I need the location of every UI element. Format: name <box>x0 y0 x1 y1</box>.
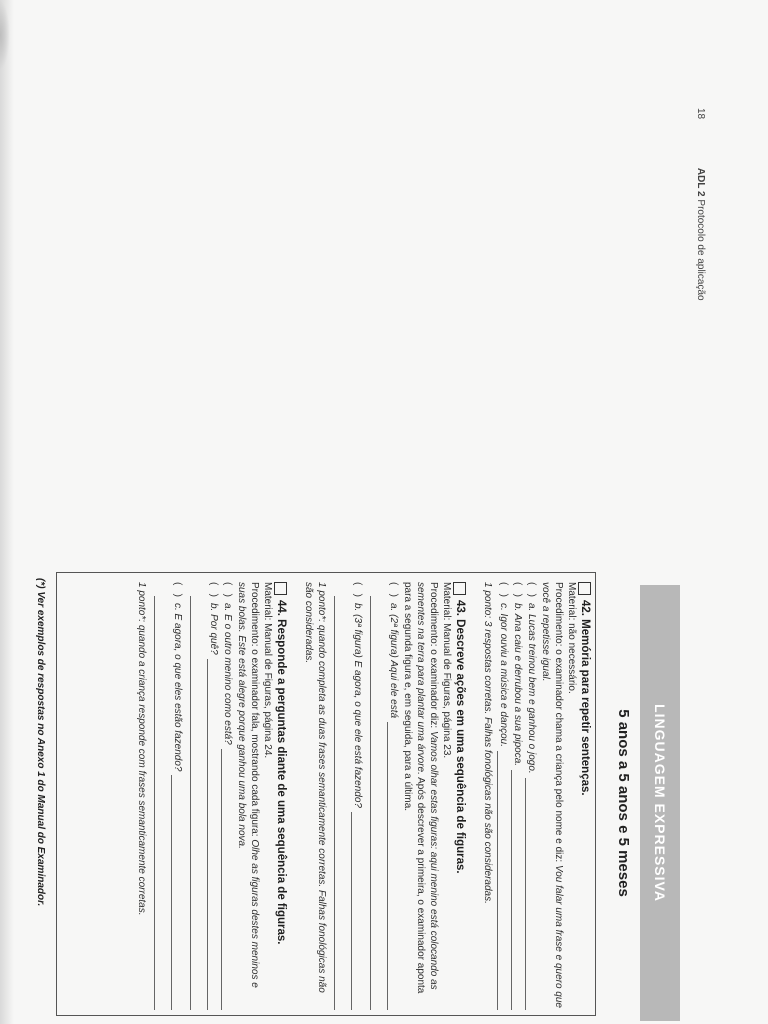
footnote: (*) Ver exemplos de respostas no Anexo 1 do Manual do Examinador. <box>35 578 46 907</box>
item-43-option-b-mark[interactable]: ( ) <box>352 582 363 597</box>
item-42-header <box>578 582 592 1010</box>
item-43-header <box>453 582 467 1010</box>
item-42-option-a-mark[interactable]: ( ) <box>526 582 537 597</box>
running-head <box>695 108 706 301</box>
item-43-option-a-answer-line[interactable] <box>387 722 398 1010</box>
item-42-material: Material: não necessário. <box>566 582 577 694</box>
item-43-option-a-extra-line[interactable] <box>370 596 383 1010</box>
series-subtitle: Protocolo de aplicação <box>695 199 706 301</box>
item-44-procedure <box>235 582 261 1010</box>
item-42-procedure <box>539 582 565 1010</box>
page-number: 18 <box>695 108 706 120</box>
item-44-procedure-speech: Olhe as figuras destes meninos e suas bolas. Este está alegre porque ganhou uma bola nova. <box>236 582 260 988</box>
item-43-option-a-text: a. (2ª figura) Aqui ele está <box>388 603 399 719</box>
item-44-material: Material: Manual de Figuras, página 24. <box>262 582 273 759</box>
item-42-procedure-lead: Procedimento: o examinador chama a criança pelo nome e diz: <box>553 582 564 863</box>
item-43-score: 1 ponto*: quando completa as duas frases semanticamente corretas. Falhas fonológicas não são consideradas. <box>303 582 327 993</box>
series-name: ADL 2 <box>695 167 706 197</box>
item-42-option-b <box>511 582 524 1010</box>
item-44-option-c-answer-line[interactable] <box>171 775 182 1010</box>
item-42-option-b-answer-line[interactable] <box>511 770 522 1010</box>
item-44 <box>135 582 288 1010</box>
item-42-option-c-text: c. Igor ouviu a música e dançou. <box>498 603 509 747</box>
item-44-header <box>274 582 288 1010</box>
item-43-checkbox[interactable] <box>454 582 467 595</box>
item-43-procedure-lead: Procedimento: o examinador diz: <box>428 582 439 729</box>
item-42 <box>481 582 592 1010</box>
item-44-option-c-mark[interactable]: ( ) <box>172 582 183 597</box>
item-44-option-a-mark[interactable]: ( ) <box>222 582 233 597</box>
section-title: LINGUAGEM EXPRESSIVA <box>652 704 668 902</box>
item-42-checkbox[interactable] <box>579 582 592 595</box>
item-43-title: 43. Descreve ações em uma sequência de figuras. <box>454 600 466 874</box>
item-43-option-a <box>387 582 400 1010</box>
item-42-option-a <box>525 582 538 1010</box>
item-44-title: 44. Responde a perguntas diante de uma sequência de figuras. <box>275 600 287 945</box>
item-44-option-a <box>221 582 234 1010</box>
item-42-option-b-text: b. Ana caiu e derrubou a sua pipoca. <box>512 603 523 767</box>
item-44-option-b-mark[interactable]: ( ) <box>208 582 219 597</box>
item-44-option-b-extra-line[interactable] <box>190 596 203 1010</box>
item-44-option-b <box>207 582 220 1010</box>
section-band <box>640 585 680 1021</box>
item-43-procedure-speech: Vamos olhar estas figuras: aqui menino está colocando as sementes na terra para plantar uma árvore. <box>415 582 439 990</box>
item-44-option-b-answer-line[interactable] <box>207 659 218 1010</box>
item-43-procedure-rest: Após descrever a primeira, o examinador aponta para a segunda figura e, em seguida, para a última. <box>402 582 426 994</box>
item-43-option-b-text: b. (3ª figura) E agora, o que ele está fazendo? <box>352 603 363 808</box>
item-43-option-b-answer-line[interactable] <box>351 812 362 1010</box>
item-44-option-c <box>171 582 184 1010</box>
item-43-option-a-mark[interactable]: ( ) <box>388 582 399 597</box>
item-44-checkbox[interactable] <box>275 582 288 595</box>
item-42-title: 42. Memória para repetir sentenças. <box>579 600 591 796</box>
item-44-procedure-lead: Procedimento: o examinador fala, mostrando cada figura: <box>249 582 260 837</box>
item-42-score: 1 ponto: 3 respostas corretas. Falhas fonológicas não são consideradas. <box>482 582 493 904</box>
items-content <box>121 582 592 1010</box>
item-42-option-b-mark[interactable]: ( ) <box>512 582 523 597</box>
item-44-score: 1 ponto*: quando a criança responde com frases semanticamente corretas. <box>136 582 147 916</box>
age-range-text: 5 anos a 5 anos e 5 meses <box>615 709 633 897</box>
item-42-option-a-answer-line[interactable] <box>525 778 536 1010</box>
item-43 <box>302 582 467 1010</box>
item-42-procedure-speech: Vou falar uma frase e quero que você a repetisse igual. <box>540 582 564 1008</box>
item-42-option-c <box>497 582 510 1010</box>
item-44-option-c-text: c. E agora, o que eles estão fazendo? <box>172 603 183 772</box>
item-42-option-c-mark[interactable]: ( ) <box>498 582 509 597</box>
item-44-option-b-text: b. Por quê? <box>208 603 219 655</box>
item-42-option-a-text: a. Lucas treinou bem e ganhou o jogo. <box>526 603 537 774</box>
age-range-heading <box>608 585 640 1021</box>
item-43-material: Material: Manual de Figuras, página 23. <box>441 582 452 759</box>
item-43-option-b <box>351 582 364 1010</box>
item-42-option-c-answer-line[interactable] <box>497 751 508 1010</box>
item-43-procedure <box>401 582 440 1010</box>
item-44-option-a-text: a. E o outro menino como está? <box>222 603 233 745</box>
item-44-option-a-answer-line[interactable] <box>221 749 232 1010</box>
item-43-option-b-extra-line[interactable] <box>334 596 347 1010</box>
item-44-option-c-extra-line[interactable] <box>154 596 167 1010</box>
